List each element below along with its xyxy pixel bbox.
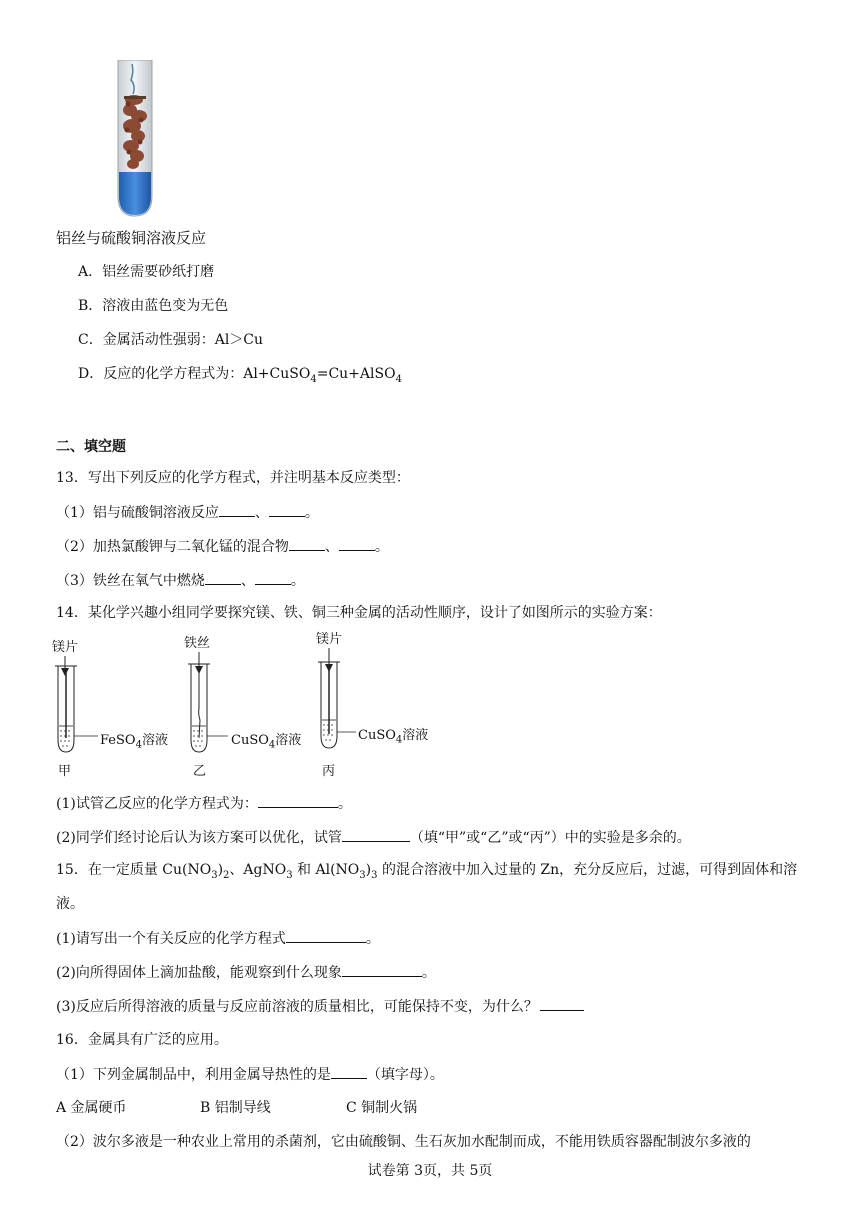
tube-jia-top-label: 镁片	[52, 640, 79, 655]
photo-caption: 铝丝与硫酸铜溶液反应	[56, 229, 207, 247]
q15-stem-cont: 液。	[56, 896, 84, 912]
q16-choice-a: A 金属硬币	[56, 1100, 127, 1116]
q16-stem: 16．金属具有广泛的应用。	[56, 1032, 228, 1048]
q13-part1-text: （1）铝与硫酸铜溶液反应	[56, 505, 219, 521]
copper-deposit-test-tube-image	[112, 60, 158, 218]
q15-part2	[56, 962, 436, 983]
answer-blank[interactable]	[258, 793, 338, 808]
answer-blank[interactable]	[540, 996, 584, 1011]
q15-part3	[56, 996, 584, 1017]
q13-part3	[56, 570, 305, 591]
period: 。	[374, 539, 389, 555]
q14-part2	[56, 827, 691, 848]
separator: 、	[254, 505, 269, 521]
tube-jia-solution-label: FeSO$_4$溶液	[100, 733, 168, 751]
test-tubes-drawing	[50, 628, 450, 778]
option-a: A．铝丝需要砂纸打磨	[78, 264, 215, 280]
answer-blank[interactable]	[342, 962, 422, 977]
option-d-prefix: D．反应的化学方程式为：Al+CuSO	[78, 366, 311, 382]
period: 。	[304, 505, 319, 521]
q15-part1-text: (1)请写出一个有关反应的化学方程式	[56, 931, 286, 947]
q13-part2-text: （2）加热氯酸钾与二氧化锰的混合物	[56, 539, 289, 555]
option-d-sub2: 4	[395, 373, 402, 385]
period: 。	[365, 931, 380, 947]
tube-bing-solution-label: CuSO$_4$溶液	[358, 728, 429, 746]
option-d	[78, 364, 402, 384]
experiment-diagram	[50, 628, 450, 778]
answer-blank[interactable]	[289, 536, 325, 551]
separator: 、	[324, 539, 339, 555]
q14-part2-text-b: （填“甲”或“乙”或“丙”）中的实验是多余的。	[409, 830, 691, 846]
q15-part1	[56, 928, 380, 949]
answer-blank[interactable]	[219, 502, 255, 517]
separator: 、	[240, 573, 255, 589]
tube-yi-name: 乙	[193, 764, 207, 779]
q16-part1-text-a: （1）下列金属制品中，利用金属导热性的是	[56, 1067, 331, 1083]
option-d-mid: =Cu+AlSO	[316, 366, 396, 382]
q13-stem: 13．写出下列反应的化学方程式，并注明基本反应类型：	[56, 470, 410, 486]
q16-choice-c: C 铜制火锅	[346, 1100, 418, 1116]
q15-part3-text: (3)反应后所得溶液的质量与反应前溶液的质量相比，可能保持不变，为什么？	[56, 999, 538, 1015]
q14-part1-text: (1)试管乙反应的化学方程式为：	[56, 796, 258, 812]
option-d-sub1: 4	[310, 373, 317, 385]
answer-blank[interactable]	[331, 1064, 367, 1079]
q16-choice-b: B 铝制导线	[200, 1100, 271, 1116]
section-heading: 二、填空题	[56, 439, 126, 455]
q15-stem: 15．在一定质量 $Cu(NO_3)_2$、AgNO$_3$ 和 $Al(NO_3)_3$ 的混合溶液中加入过量的 Zn，充分反应后，过滤，可得到固体和溶	[56, 862, 798, 881]
q14-part1	[56, 793, 352, 814]
answer-blank[interactable]	[286, 928, 366, 943]
q15-part2-text: (2)向所得固体上滴加盐酸，能观察到什么现象	[56, 965, 342, 981]
q14-part2-text-a: (2)同学们经讨论后认为该方案可以优化，试管	[56, 830, 342, 846]
page-footer: 试卷第 3页，共 5页	[367, 1163, 493, 1179]
period: 。	[337, 796, 352, 812]
option-c: C．金属活动性强弱：Al＞Cu	[78, 332, 264, 348]
q13-part3-text: （3）铁丝在氧气中燃烧	[56, 573, 205, 589]
tube-yi-solution-label: CuSO$_4$溶液	[231, 733, 302, 751]
answer-blank[interactable]	[339, 536, 375, 551]
answer-blank[interactable]	[255, 570, 291, 585]
q16-part1	[56, 1064, 444, 1085]
answer-blank[interactable]	[269, 502, 305, 517]
answer-blank[interactable]	[205, 570, 241, 585]
period: 。	[421, 965, 436, 981]
tube-bing-top-label: 镁片	[316, 632, 343, 647]
q16-part1-text-b: （填字母）。	[366, 1067, 444, 1083]
q14-stem: 14．某化学兴趣小组同学要探究镁、铁、铜三种金属的活动性顺序，设计了如图所示的实验方案：	[56, 605, 662, 621]
q13-part2	[56, 536, 389, 557]
tube-yi-top-label: 铁丝	[184, 636, 211, 651]
tube-jia-name: 甲	[58, 764, 72, 779]
q16-part2: （2）波尔多液是一种农业上常用的杀菌剂，它由硫酸铜、生石灰加水配制而成，不能用铁质容器配制波尔多液的	[56, 1134, 751, 1150]
tube-bing-name: 丙	[322, 764, 336, 779]
q13-part1	[56, 502, 319, 523]
option-b: B．溶液由蓝色变为无色	[78, 298, 229, 314]
answer-blank[interactable]	[342, 827, 410, 842]
period: 。	[290, 573, 305, 589]
test-tube-photo	[112, 60, 158, 218]
